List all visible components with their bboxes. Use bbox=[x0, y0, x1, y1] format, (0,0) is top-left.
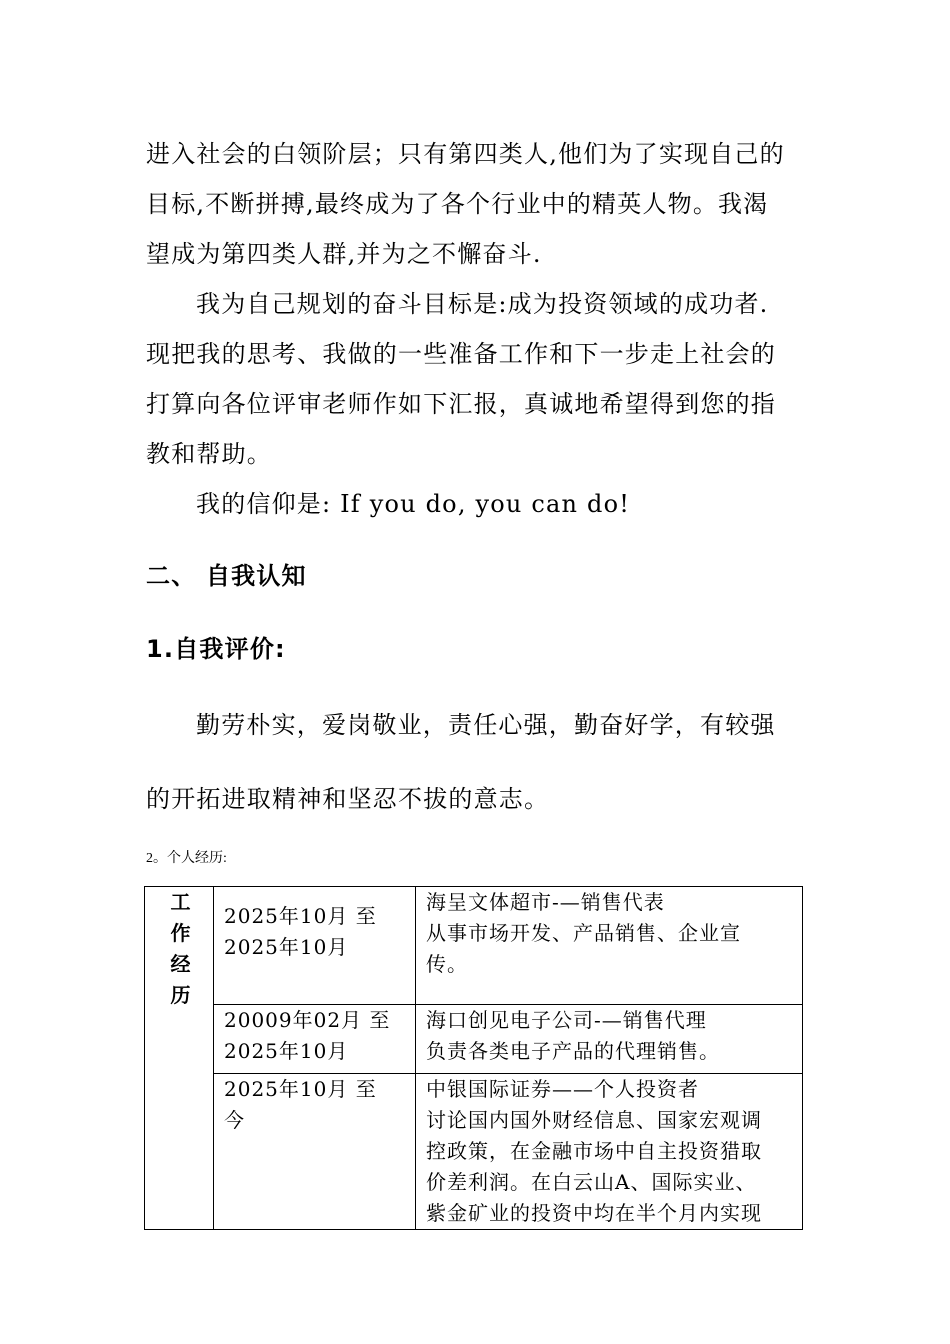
date-line: 2025年10月 bbox=[224, 935, 349, 959]
desc-line: 海口创见电子公司-—销售代理 bbox=[426, 1008, 707, 1032]
sub-heading: 1.自我评价: bbox=[146, 635, 286, 663]
paragraph-line: 教和帮助。 bbox=[146, 440, 272, 468]
motto-line: 我的信仰是: If you do, you can do! bbox=[196, 490, 631, 518]
description-cell bbox=[416, 1005, 803, 1074]
desc-line: 海呈文体超市-—销售代表 bbox=[426, 890, 665, 914]
work-experience-table bbox=[144, 886, 803, 1230]
paragraph-line: 目标,不断拼搏,最终成为了各个行业中的精英人物。我渴 bbox=[146, 190, 769, 218]
desc-line: 传。 bbox=[426, 952, 468, 976]
date-line: 2025年10月 至 bbox=[224, 1077, 377, 1101]
desc-line: 讨论国内国外财经信息、国家宏观调 bbox=[426, 1108, 762, 1132]
date-line: 2025年10月 bbox=[224, 1039, 349, 1063]
paragraph-line: 进入社会的白领阶层；只有第四类人,他们为了实现自己的 bbox=[146, 140, 785, 168]
desc-line: 紫金矿业的投资中均在半个月内实现 bbox=[426, 1201, 762, 1225]
side-label-char: 历 bbox=[170, 983, 192, 1007]
date-cell bbox=[214, 1074, 416, 1230]
desc-line: 中银国际证券——个人投资者 bbox=[426, 1077, 699, 1101]
paragraph-line: 我为自己规划的奋斗目标是:成为投资领域的成功者. bbox=[196, 290, 769, 318]
paragraph-line: 现把我的思考、我做的一些准备工作和下一步走上社会的 bbox=[146, 340, 776, 368]
table-row bbox=[145, 1005, 803, 1074]
description-cell bbox=[416, 1074, 803, 1230]
date-line: 2025年10月 至 bbox=[224, 904, 377, 928]
description-cell bbox=[416, 887, 803, 1005]
desc-line: 控政策，在金融市场中自主投资猎取 bbox=[426, 1139, 762, 1163]
desc-line: 负责各类电子产品的代理销售。 bbox=[426, 1039, 720, 1063]
table-row bbox=[145, 1074, 803, 1230]
date-cell bbox=[214, 887, 416, 1005]
table-row bbox=[145, 887, 803, 1005]
date-line: 今 bbox=[224, 1108, 245, 1132]
self-eval-line: 的开拓进取精神和坚忍不拔的意志。 bbox=[146, 785, 550, 813]
section-heading: 二、 自我认知 bbox=[146, 562, 307, 590]
desc-line: 价差利润。在白云山A、国际实业、 bbox=[426, 1170, 757, 1194]
side-label-char: 作 bbox=[170, 921, 192, 945]
date-cell bbox=[214, 1005, 416, 1074]
experience-label: 2。个人经历: bbox=[146, 851, 227, 866]
side-label-char: 工 bbox=[170, 890, 192, 914]
paragraph-line: 望成为第四类人群,并为之不懈奋斗. bbox=[146, 240, 542, 268]
self-eval-line: 勤劳朴实，爱岗敬业，责任心强，勤奋好学，有较强 bbox=[196, 711, 776, 739]
paragraph-line: 打算向各位评审老师作如下汇报，真诚地希望得到您的指 bbox=[146, 390, 776, 418]
side-label-char: 经 bbox=[170, 952, 192, 976]
desc-line: 从事市场开发、产品销售、企业宣 bbox=[426, 921, 741, 945]
date-line: 20009年02月 至 bbox=[224, 1008, 391, 1032]
side-label bbox=[145, 887, 214, 1230]
